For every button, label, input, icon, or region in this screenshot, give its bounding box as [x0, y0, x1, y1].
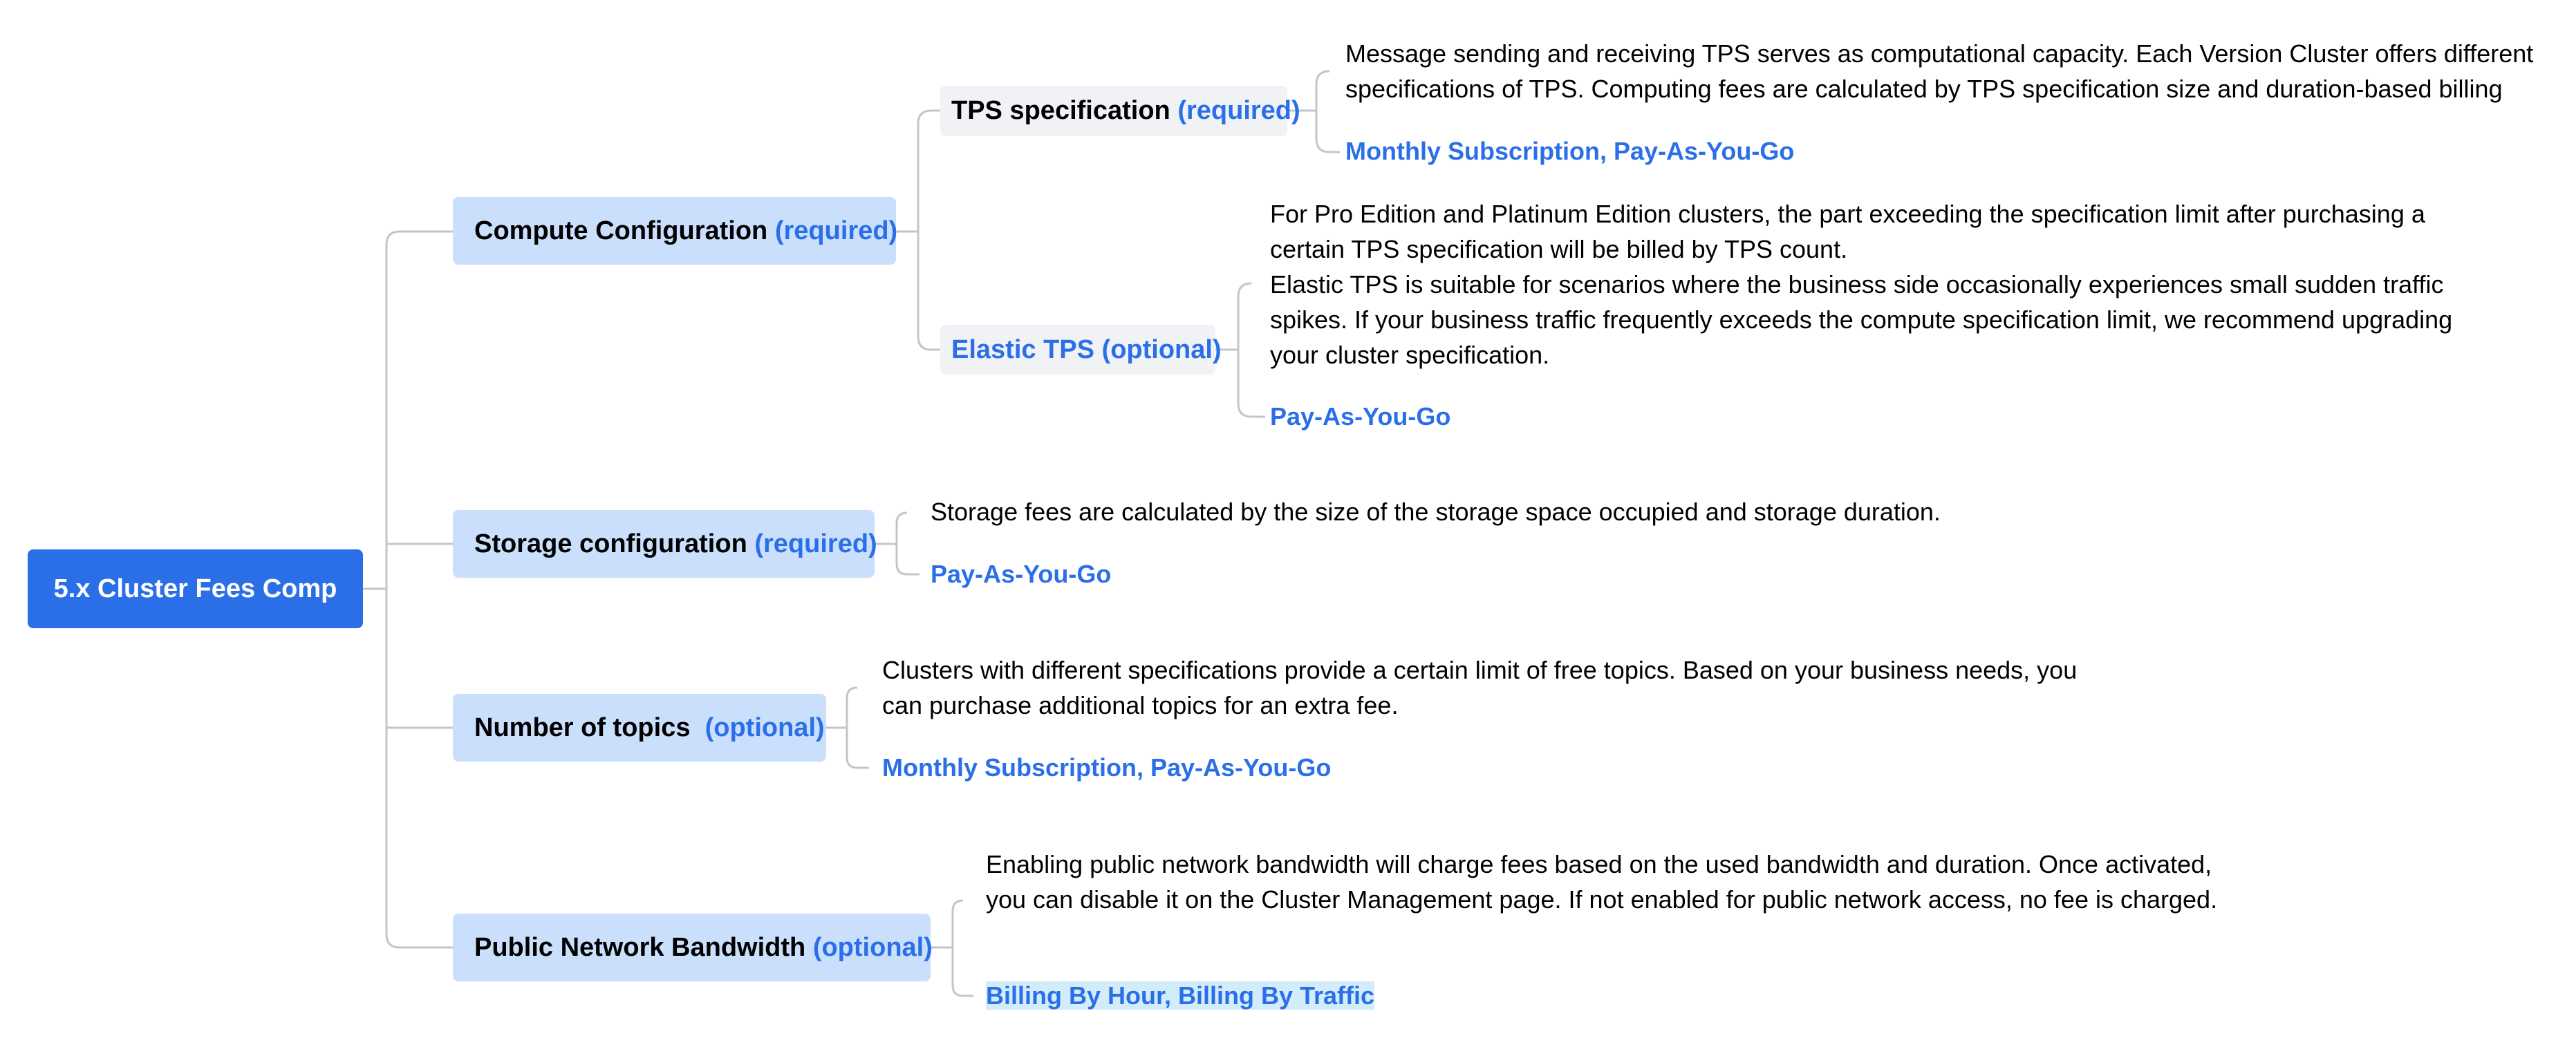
storage-configuration-node[interactable] [453, 510, 875, 578]
connector-root-trunk [386, 232, 400, 947]
tps-specification-node[interactable] [940, 86, 1300, 136]
root-node[interactable] [28, 549, 363, 628]
storage-configuration-description: Storage fees are calculated by the size of the storage space occupied and storage duration. [931, 498, 1941, 526]
root-label: 5.x Cluster Fees Comp [53, 574, 337, 603]
storage-configuration-label: Storage configuration [474, 529, 747, 558]
storage-configuration-tag: (required) [754, 529, 877, 558]
number-of-topics-billing: Monthly Subscription, Pay-As-You-Go [882, 753, 1332, 782]
connector-tps-trunk [1316, 71, 1329, 152]
connector-compute-trunk [918, 111, 931, 350]
number-of-topics-label: Number of topics [474, 713, 691, 742]
elastic-tps-description [1270, 196, 2480, 372]
compute-configuration-node[interactable] [453, 197, 896, 265]
number-of-topics-description: Clusters with different specifications provide a certain limit of free topics. Based on your business needs, you can purchase additional topics for an extra fee. [882, 656, 2078, 719]
connector-elastic-trunk [1238, 283, 1251, 417]
public-network-bandwidth-label: Public Network Bandwidth [474, 932, 806, 962]
tps-specification-label: TPS specification [951, 96, 1170, 125]
number-of-topics-node[interactable] [453, 694, 826, 762]
number-of-topics-tag: (optional) [704, 713, 825, 742]
public-network-bandwidth-description: Enabling public network bandwidth will charge fees based on the used bandwidth and duration. Once activated, you can disable it on the Cluster Management page. If not enabled for public network access, no fee is charged. [986, 850, 2218, 914]
public-network-bandwidth-billing [986, 978, 1374, 1013]
tps-specification-description: Message sending and receiving TPS serves as computational capacity. Each Version Cluster offers different specifications of TPS. Computing fees are calculated by TPS specification size and duration-based billing [1345, 39, 2534, 103]
tps-specification-billing: Monthly Subscription, Pay-As-You-Go [1345, 137, 1795, 165]
connector-topics-trunk [847, 688, 857, 768]
elastic-tps-label: Elastic TPS (optional) [951, 334, 1222, 364]
connector-storage-trunk [897, 513, 907, 574]
compute-configuration-tag: (required) [774, 216, 898, 245]
elastic-tps-node[interactable] [940, 325, 1222, 375]
elastic-tps-description-line-1: For Pro Edition and Platinum Edition clusters, the part exceeding the specification limit after purchasing a certain TPS specification will be billed by TPS count. [1270, 200, 2425, 263]
elastic-tps-description-line-2: Elastic TPS is suitable for scenarios where the business side occasionally experiences small sudden traffic spikes. If your business traffic frequently exceeds the compute specification limit, we recommend upgrading your cluster specification. [1270, 270, 2453, 369]
elastic-tps-billing: Pay-As-You-Go [1270, 402, 1451, 431]
public-network-bandwidth-node[interactable] [453, 914, 931, 981]
public-network-bandwidth-billing-text: Billing By Hour, Billing By Traffic [986, 981, 1375, 1010]
tps-specification-tag: (required) [1177, 96, 1300, 125]
storage-configuration-billing: Pay-As-You-Go [931, 560, 1112, 588]
connector-bandwidth-trunk [953, 900, 963, 996]
public-network-bandwidth-tag: (optional) [812, 932, 933, 962]
compute-configuration-label: Compute Configuration [474, 216, 768, 245]
